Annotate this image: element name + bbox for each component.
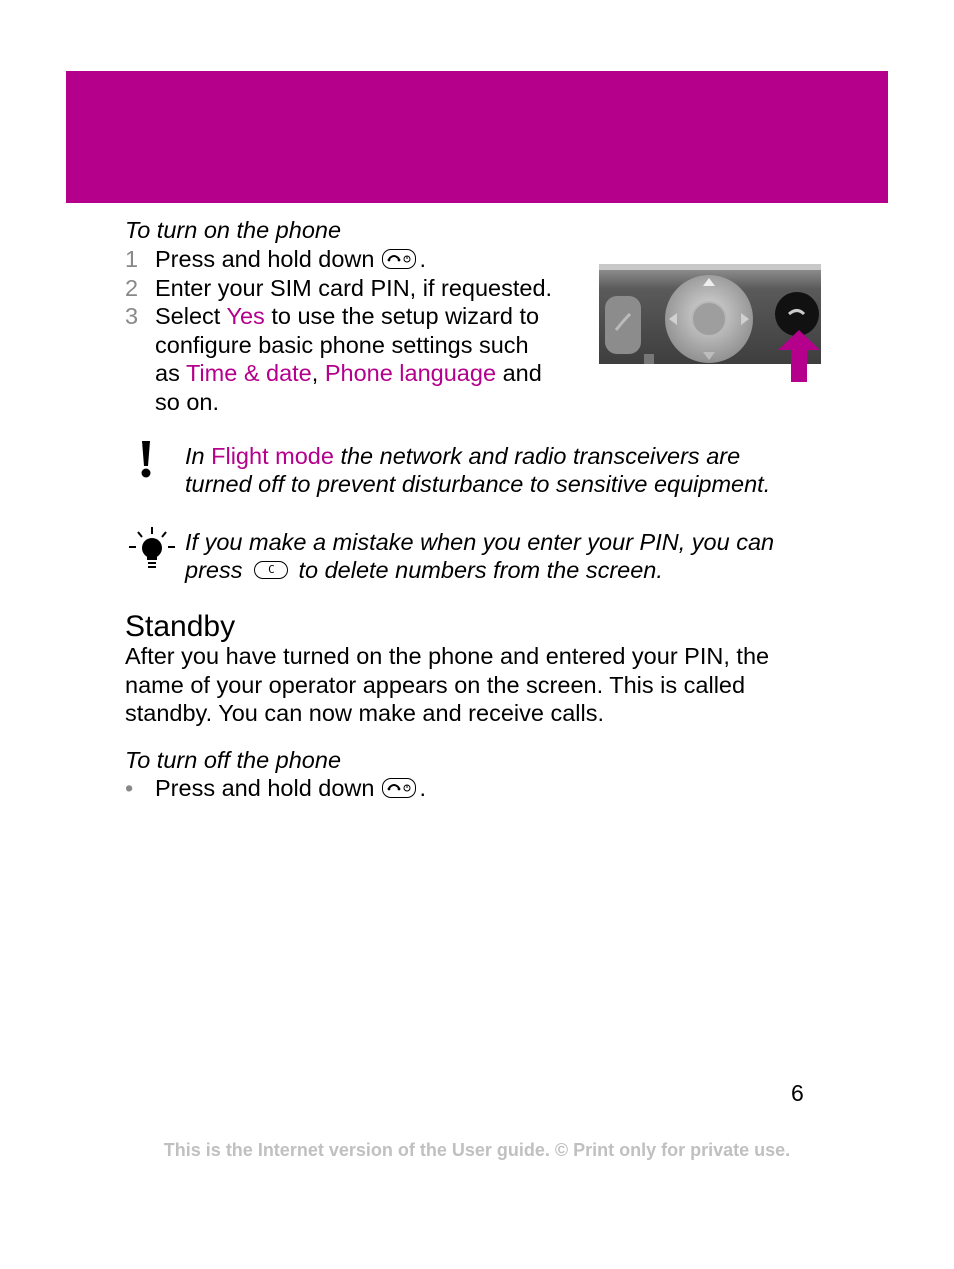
phone-language-label: Phone language xyxy=(324,360,497,386)
step-3-line-3 xyxy=(155,359,542,388)
step-number: 1 xyxy=(125,246,139,272)
flight-mode-label: Flight mode xyxy=(211,443,334,469)
time-date-label: Time & date xyxy=(185,360,312,386)
step-3-as: as xyxy=(155,360,180,386)
step-3-line-1 xyxy=(155,302,539,331)
bullet: • xyxy=(125,775,134,801)
pin-tip-line-2 xyxy=(185,556,663,585)
standby-line-3: standby. You can now make and receive calls. xyxy=(125,700,604,726)
step-3-comma: , xyxy=(311,360,319,386)
page-number: 6 xyxy=(791,1080,804,1106)
step-3-line-4: so on. xyxy=(155,389,220,415)
pin-tip-line-1: If you make a mistake when you enter your PIN, you can xyxy=(185,529,775,555)
step-1-label: Press and hold down xyxy=(155,246,375,272)
yes-option-label: Yes xyxy=(226,303,265,329)
tip-rest: to delete numbers from the screen. xyxy=(298,557,663,583)
c-key-label: C xyxy=(268,562,275,576)
note-rest: the network and radio transceivers are xyxy=(340,443,741,469)
turn-off-step-label: Press and hold down xyxy=(155,775,375,801)
step-3-line-2: configure basic phone settings such xyxy=(155,332,529,358)
step-1-text xyxy=(155,245,426,274)
turn-off-step-end: . xyxy=(419,775,427,801)
section-title-turn-on: To turn on the phone xyxy=(125,217,342,243)
tip-press: press xyxy=(185,557,243,583)
step-number: 3 xyxy=(125,303,139,329)
end-key-icon xyxy=(382,778,416,798)
turn-off-step-text xyxy=(155,774,426,803)
step-3-and: and xyxy=(502,360,542,386)
step-1-end: . xyxy=(419,246,427,272)
lightbulb-icon xyxy=(129,527,175,569)
step-2-text: Enter your SIM card PIN, if requested. xyxy=(155,275,553,301)
step-3-rest: to use the setup wizard to xyxy=(271,303,540,329)
note-in: In xyxy=(185,443,205,469)
end-key-icon xyxy=(382,249,416,269)
footer-note: This is the Internet version of the User guide. © Print only for private use. xyxy=(163,1140,791,1160)
step-3-select: Select xyxy=(155,303,221,329)
step-number: 2 xyxy=(125,275,139,301)
standby-line-1: After you have turned on the phone and entered your PIN, the xyxy=(125,643,770,669)
exclamation-icon xyxy=(139,441,153,479)
flight-mode-note-line-1 xyxy=(185,442,740,471)
section-title-turn-off: To turn off the phone xyxy=(125,747,342,773)
phone-keypad-illustration xyxy=(599,264,821,386)
standby-line-2: name of your operator appears on the screen. This is called xyxy=(125,672,746,698)
standby-heading: Standby xyxy=(125,610,236,643)
c-key-icon xyxy=(254,561,288,579)
flight-mode-note-line-2: turned off to prevent disturbance to sensitive equipment. xyxy=(185,471,771,497)
header-banner xyxy=(66,71,888,203)
